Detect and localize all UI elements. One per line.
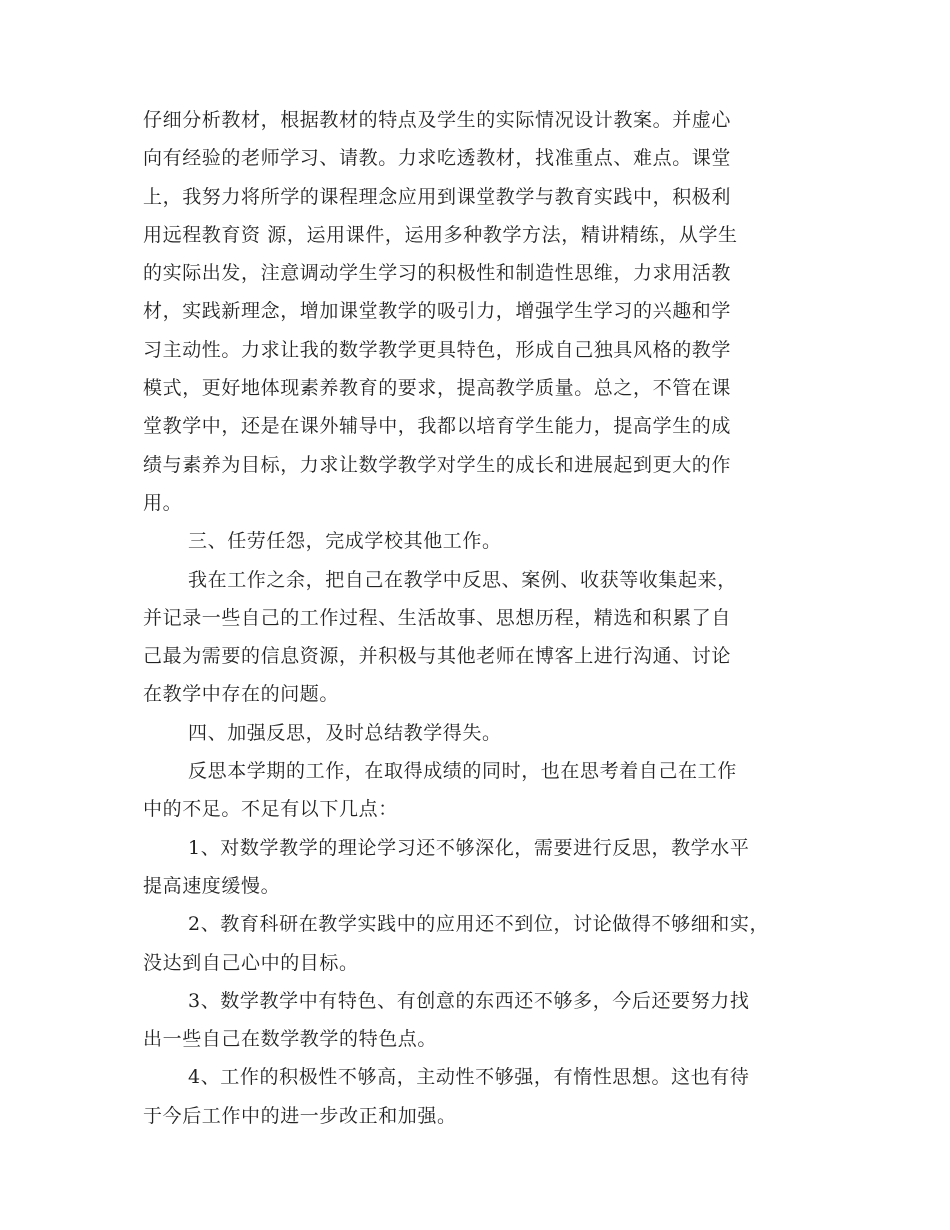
text-line: 在教学中存在的问题。 [143, 683, 340, 706]
text-line: 没达到自己心中的目标。 [143, 951, 359, 974]
text-line: 上，我努力将所学的课程理念应用到课堂教学与教育实践中，积极利 [143, 185, 732, 208]
document-body [143, 101, 823, 1135]
text-line: 出一些自己在数学教学的特色点。 [143, 1028, 438, 1051]
text-line: 我在工作之余，把自己在教学中反思、案例、收获等收集起来， [188, 568, 737, 591]
text-line: 堂教学中，还是在课外辅导中，我都以培育学生能力，提高学生的成 [143, 415, 732, 438]
text-line: 用。 [143, 491, 183, 514]
text-line: 4、工作的积极性不够高，主动性不够强，有惰性思想。这也有待 [188, 1066, 750, 1089]
text-line: 并记录一些自己的工作过程、生活故事、思想历程，精选和积累了自 [143, 606, 732, 629]
text-line: 模式，更好地体现素养教育的要求，提高教学质量。总之，不管在课 [143, 377, 732, 400]
text-line: 用远程教育资 源，运用课件，运用多种教学方法，精讲精练，从学生 [143, 223, 738, 246]
text-line: 向有经验的老师学习、请教。力求吃透教材，找准重点、难点。课堂 [143, 147, 732, 170]
text-line: 材，实践新理念，增加课堂教学的吸引力，增强学生学习的兴趣和学 [143, 300, 732, 323]
text-line: 3、数学教学中有特色、有创意的东西还不够多，今后还要努力找 [188, 989, 750, 1012]
text-line: 己最为需要的信息资源，并积极与其他老师在博客上进行沟通、讨论 [143, 645, 732, 668]
text-line: 四、加强反思，及时总结教学得失。 [188, 721, 502, 744]
text-line: 1、对数学教学的理论学习还不够深化，需要进行反思，教学水平 [188, 836, 750, 859]
text-line: 仔细分析教材，根据教材的特点及学生的实际情况设计教案。并虚心 [143, 109, 732, 131]
text-line: 提高速度缓慢。 [143, 874, 281, 897]
text-line: 绩与素养为目标，力求让数学教学对学生的成长和进展起到更大的作 [143, 453, 732, 476]
text-line: 于今后工作中的进一步改正和加强。 [143, 1104, 457, 1127]
text-line: 中的不足。不足有以下几点： [143, 798, 398, 821]
text-line: 2、教育科研在教学实践中的应用还不到位，讨论做得不够细和实， [188, 913, 770, 936]
text-line: 的实际出发，注意调动学生学习的积极性和制造性思维，力求用活教 [143, 262, 732, 285]
text-line: 反思本学期的工作，在取得成绩的同时，也在思考着自己在工作 [188, 760, 737, 783]
text-line: 三、任劳任怨，完成学校其他工作。 [188, 530, 502, 553]
text-line: 习主动性。力求让我的数学教学更具特色，形成自己独具风格的教学 [143, 338, 732, 361]
